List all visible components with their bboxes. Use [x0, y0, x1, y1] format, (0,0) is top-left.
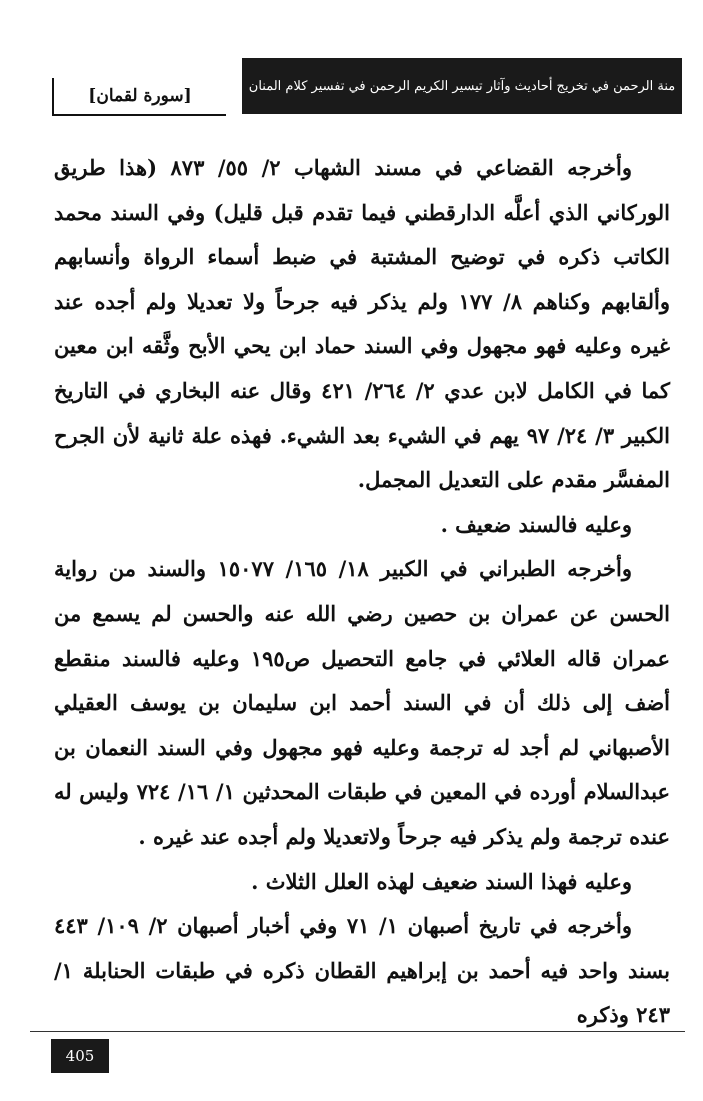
surah-label: [سورة لقمان]	[52, 78, 226, 116]
book-title: منة الرحمن في تخريج أحاديث وآثار تيسير الكريم الرحمن في تفسير كلام المنان	[242, 58, 682, 114]
paragraph-1: وأخرجه القضاعي في مسند الشهاب ٢/ ٥٥/ ٨٧٣ (هذا طريق الوركاني الذي أعلَّه الدارقطني فيما تقدم قبل قليل) وفي السند محمد الكاتب ذكره في توضيح المشتبة في ضبط أسماء الرواة وأنسابهم وألقابهم وكناهم ٨/ ١٧٧ ولم يذكر فيه جرحاً ولا تعديلا ولم أجده عند غيره وعليه فهو مجهول وفي السند حماد ابن يحي الأبح وثَّقه ابن معين كما في الكامل لابن عدي ٢/ ٢٦٤/ ٤٢١ وقال عنه البخاري في التاريخ الكبير ٣/ ٢٤/ ٩٧ يهم في الشيء بعد الشيء. فهذه علة ثانية لأن الجرح المفسَّر مقدم على التعديل المجمل.	[54, 155, 671, 493]
page-header	[52, 58, 682, 116]
page-number: 405	[51, 1039, 109, 1073]
paragraph-2: وعليه فالسند ضعيف .	[440, 511, 632, 537]
paragraph-3: وأخرجه الطبراني في الكبير ١٨/ ١٦٥/ ١٥٠٧٧ والسند من رواية الحسن عن عمران بن حصين رضي الله عنه والحسن لم يسمع من عمران قاله العلائي في جامع التحصيل ص١٩٥ وعليه فالسند منقطع أضف إلى ذلك أن في السند أحمد ابن سليمان بن يوسف العقيلي الأصبهاني لم أجد له ترجمة وعليه فهو مجهول وفي السند النعمان بن عبدالسلام أورده في المعين في طبقات المحدثين ١/ ١٦/ ٧٢٤ وليس له عنده ترجمة ولم يذكر فيه جرحاً ولاتعديلا ولم أجده عند غيره .	[54, 556, 671, 849]
paragraph-4: وعليه فهذا السند ضعيف لهذه العلل الثلاث .	[251, 868, 632, 894]
footer-divider	[30, 1031, 685, 1032]
body-text	[54, 146, 670, 1038]
paragraph-5: وأخرجه في تاريخ أصبهان ١/ ٧١ وفي أخبار أصبهان ٢/ ١٠٩/ ٤٤٣ بسند واحد فيه أحمد بن إبراهيم القطان ذكره في طبقات الحنابلة ١/ ٢٤٣ وذكره	[54, 913, 670, 1028]
